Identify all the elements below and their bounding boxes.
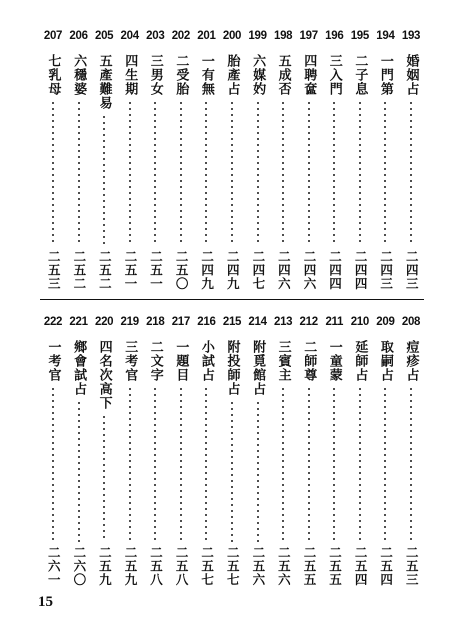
entry-page-ref: 二五一 (148, 249, 164, 290)
entry-number: 220 (94, 316, 114, 328)
dot-leader (282, 100, 284, 246)
entry-number: 212 (299, 316, 318, 328)
entry-title: 四生期 (122, 54, 138, 96)
entry-title: 四名次高下 (96, 340, 112, 410)
dot-leader (333, 100, 335, 246)
dot-leader (359, 100, 361, 246)
entry-title: 二受胎 (173, 54, 189, 96)
toc-entry (296, 314, 322, 586)
entry-number: 208 (401, 316, 421, 328)
dot-leader (154, 100, 156, 246)
entry-title: 二師尊 (301, 340, 317, 382)
entry-title: 小試占 (198, 340, 214, 382)
entry-page-ref: 二六一 (46, 545, 62, 586)
entry-page-ref: 二四七 (250, 249, 266, 290)
entry-page-ref: 二四四 (327, 249, 343, 290)
toc-entry (117, 314, 143, 586)
entry-number: 217 (171, 316, 190, 328)
entry-page-ref: 二五二 (71, 249, 87, 290)
dot-leader (231, 400, 233, 542)
page-number: 15 (38, 594, 53, 610)
toc-entry (193, 314, 219, 586)
toc-entry (347, 28, 373, 290)
entry-number: 197 (299, 30, 318, 42)
toc-entry (66, 28, 92, 290)
dot-leader (384, 386, 386, 542)
dot-leader (78, 400, 80, 542)
entry-number: 199 (248, 30, 267, 42)
entry-number: 222 (43, 316, 63, 328)
entry-number: 202 (171, 30, 190, 42)
entry-page-ref: 二五六 (276, 545, 292, 586)
dot-leader (410, 386, 412, 542)
entry-page-ref: 二五一 (122, 249, 138, 290)
dot-leader (333, 386, 335, 542)
dot-leader (180, 386, 182, 542)
entry-page-ref: 二五三 (46, 249, 62, 290)
entry-number: 219 (120, 316, 139, 328)
entry-number: 201 (197, 30, 216, 42)
dot-leader (282, 386, 284, 542)
toc-entry (372, 28, 398, 290)
dot-leader (359, 386, 361, 542)
dot-leader (129, 100, 131, 246)
toc-entry (245, 314, 271, 586)
entry-title: 一童蒙 (326, 340, 342, 382)
entry-title: 胎產占 (224, 54, 240, 96)
entry-number: 215 (222, 316, 242, 328)
entry-title: 六穩婆 (71, 54, 87, 96)
toc-entry (40, 28, 66, 290)
entry-page-ref: 二四六 (301, 249, 317, 290)
dot-leader (257, 400, 259, 542)
toc-entry (40, 314, 66, 586)
entry-page-ref: 二五四 (353, 545, 369, 586)
entry-page-ref: 二五五 (327, 545, 343, 586)
entry-page-ref: 二五三 (404, 545, 420, 586)
toc-entry (142, 28, 168, 290)
entry-page-ref: 二四九 (225, 249, 241, 290)
section-divider (40, 299, 424, 300)
entry-page-ref: 二六〇 (71, 545, 87, 586)
entry-title: 附投師占 (224, 340, 240, 396)
toc-entry (117, 28, 143, 290)
entry-number: 221 (69, 316, 88, 328)
entry-number: 200 (222, 30, 242, 42)
toc-entry (168, 314, 194, 586)
dot-leader (103, 114, 105, 246)
toc-entry (270, 314, 296, 586)
toc-entry (219, 314, 245, 586)
entry-page-ref: 二五六 (250, 545, 266, 586)
entry-title: 二子息 (352, 54, 368, 96)
entry-page-ref: 二五七 (199, 545, 215, 586)
toc-section-top (40, 28, 424, 290)
entry-title: 三賓主 (275, 340, 291, 382)
entry-page-ref: 二五九 (122, 545, 138, 586)
toc-entry (270, 28, 296, 290)
entry-page-ref: 二五〇 (174, 249, 190, 290)
entry-title: 鄉會試占 (71, 340, 87, 396)
toc-entry (398, 314, 424, 586)
dot-leader (205, 386, 207, 542)
entry-page-ref: 二四四 (353, 249, 369, 290)
entry-title: 三考官 (122, 340, 138, 382)
entry-title: 五成否 (275, 54, 291, 96)
toc-entry (142, 314, 168, 586)
entry-page-ref: 二五八 (174, 545, 190, 586)
entry-title: 六媒妁 (250, 54, 266, 96)
dot-leader (410, 100, 412, 246)
dot-leader (205, 100, 207, 246)
dot-leader (180, 100, 182, 246)
entry-number: 198 (273, 30, 293, 42)
dot-leader (257, 100, 259, 246)
entry-title: 二文字 (147, 340, 163, 382)
entry-title: 一題目 (173, 340, 189, 382)
entry-number: 193 (401, 30, 421, 42)
dot-leader (129, 386, 131, 542)
entry-number: 213 (273, 316, 293, 328)
toc-entry (245, 28, 271, 290)
entry-number: 195 (350, 30, 369, 42)
toc-entry (321, 314, 347, 586)
entry-title: 一門第 (377, 54, 393, 96)
dot-leader (52, 100, 54, 246)
entry-number: 216 (197, 316, 216, 328)
entry-title: 五產難易 (96, 54, 112, 110)
entry-number: 218 (146, 316, 165, 328)
entry-page-ref: 二五二 (97, 249, 113, 290)
toc-entry (91, 314, 117, 586)
entry-number: 214 (248, 316, 267, 328)
entry-number: 204 (120, 30, 139, 42)
entry-number: 205 (94, 30, 114, 42)
entry-page-ref: 二四三 (378, 249, 394, 290)
toc-entry (321, 28, 347, 290)
entry-page-ref: 二四六 (276, 249, 292, 290)
toc-entry (347, 314, 373, 586)
entry-title: 七乳母 (45, 54, 61, 96)
dot-leader (231, 100, 233, 246)
entry-number: 210 (350, 316, 369, 328)
entry-page-ref: 二五五 (301, 545, 317, 586)
entry-title: 一考官 (45, 340, 61, 382)
entry-number: 207 (43, 30, 63, 42)
entry-title: 三男女 (147, 54, 163, 96)
toc-entry (296, 28, 322, 290)
dot-leader (308, 386, 310, 542)
entry-page-ref: 二五九 (97, 545, 113, 586)
toc-entry (66, 314, 92, 586)
dot-leader (384, 100, 386, 246)
dot-leader (52, 386, 54, 542)
toc-entry (219, 28, 245, 290)
toc-section-bottom (40, 314, 424, 586)
entry-title: 延師占 (352, 340, 368, 382)
entry-number: 206 (69, 30, 88, 42)
entry-title: 一有無 (198, 54, 214, 96)
entry-page-ref: 二四九 (199, 249, 215, 290)
entry-number: 194 (376, 30, 395, 42)
dot-leader (154, 386, 156, 542)
entry-title: 取嗣占 (377, 340, 393, 382)
dot-leader (78, 100, 80, 246)
entry-number: 196 (325, 30, 344, 42)
dot-leader (308, 100, 310, 246)
entry-title: 婚姻占 (403, 54, 419, 96)
toc-entry (372, 314, 398, 586)
entry-number: 211 (325, 316, 344, 328)
entry-page-ref: 二四三 (404, 249, 420, 290)
entry-number: 209 (376, 316, 395, 328)
dot-leader (103, 414, 105, 542)
entry-title: 四聘奩 (301, 54, 317, 96)
entry-page-ref: 二五七 (225, 545, 241, 586)
toc-entry (193, 28, 219, 290)
entry-page-ref: 二五四 (378, 545, 394, 586)
entry-page-ref: 二五八 (148, 545, 164, 586)
entry-title: 三入門 (326, 54, 342, 96)
entry-title: 附覓館占 (250, 340, 266, 396)
toc-entry (168, 28, 194, 290)
toc-entry (91, 28, 117, 290)
entry-title: 痘疹占 (403, 340, 419, 382)
entry-number: 203 (146, 30, 165, 42)
toc-entry (398, 28, 424, 290)
